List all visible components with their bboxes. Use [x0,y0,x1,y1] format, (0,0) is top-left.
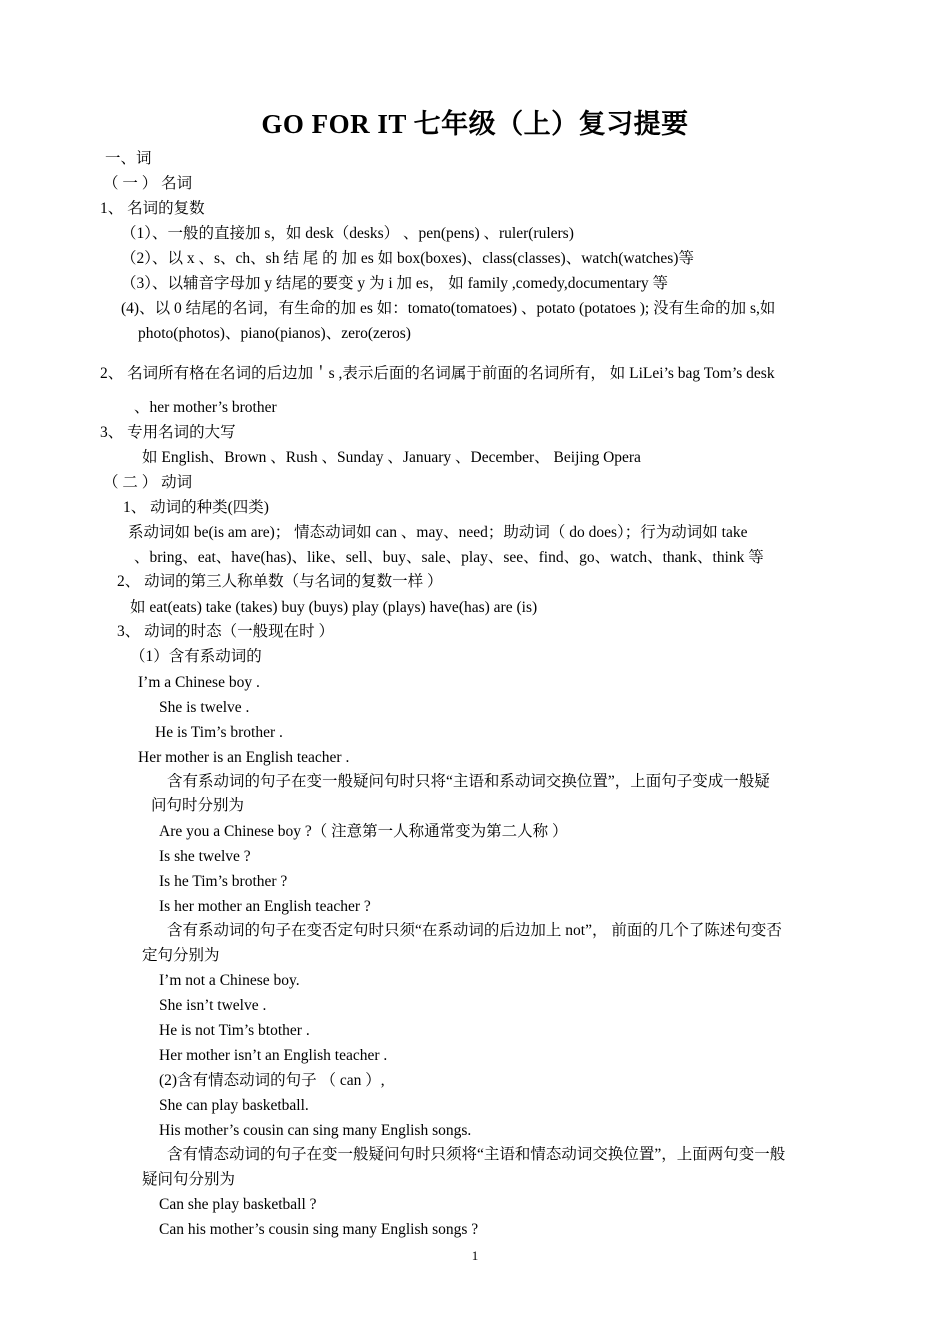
heading-words: 一、词 [105,150,152,167]
heading-third-person: 2、 动词的第三人称单数（与名词的复数一样 ） [117,573,443,590]
proper-nouns-examples: 如 English、Brown 、Rush 、Sunday 、January 、December、 Beijing Opera [142,449,641,466]
example-sentence: Can his mother’s cousin sing many English songs ? [159,1221,479,1238]
subheading-linking-verb: （1）含有系动词的 [130,648,262,665]
heading-nouns: （ 一 ） 名词 [103,175,193,192]
example-sentence: Can she play basketball ? [159,1196,317,1213]
explanation-paragraph-cont: 问句时分别为 [151,797,245,814]
heading-possessive: 2、 名词所有格在名词的后边加＇s ,表示后面的名词属于前面的名词所有， 如 LiLei’s bag Tom’s desk [100,365,775,382]
plural-rule-4: (4)、以 0 结尾的名词，有生命的加 es 如：tomato(tomatoes) 、potato (potatoes ); 没有生命的加 s,如 [121,300,776,317]
explanation-paragraph: 含有情态动词的句子在变一般疑问句时只须将“主语和情态动词交换位置”，上面两句变一般 [167,1146,786,1163]
example-sentence: She is twelve . [159,699,250,716]
example-sentence: She isn’t twelve . [159,997,267,1014]
explanation-paragraph: 含有系动词的句子在变一般疑问句时只将“主语和系动词交换位置”，上面句子变成一般疑 [167,773,770,790]
example-sentence: I’m not a Chinese boy. [159,972,300,989]
example-sentence: I’m a Chinese boy . [138,674,260,691]
subheading-modal-verb: (2)含有情态动词的句子 （ can ）, [159,1072,385,1089]
heading-noun-plural: 1、 名词的复数 [100,200,205,217]
example-sentence: He is Tim’s brother . [155,724,283,741]
explanation-paragraph-cont: 疑问句分别为 [142,1171,236,1188]
explanation-paragraph-cont: 定句分别为 [142,947,220,964]
plural-rule-3: （3）、以辅音字母加 y 结尾的要变 y 为 i 加 es， 如 family ,comedy,documentary 等 [121,275,669,292]
document-title: GO FOR IT 七年级（上）复习提要 [261,109,689,139]
plural-rule-1: （1）、一般的直接加 s，如 desk（desks） 、pen(pens) 、ruler(rulers) [121,225,574,242]
example-sentence: Is her mother an English teacher ? [159,898,371,915]
page-number: 1 [471,1248,479,1263]
example-sentence: His mother’s cousin can sing many English songs. [159,1122,472,1139]
plural-rule-2: （2）、以 x 、s、ch、sh 结 尾 的 加 es 如 box(boxes)、class(classes)、watch(watches)等 [121,250,694,267]
third-person-examples: 如 eat(eats) take (takes) buy (buys) play (plays) have(has) are (is) [130,599,538,616]
heading-proper-nouns: 3、 专用名词的大写 [100,424,236,441]
heading-verbs: （ 二 ） 动词 [103,474,193,491]
example-sentence: Her mother isn’t an English teacher . [159,1047,388,1064]
example-sentence: Her mother is an English teacher . [138,749,350,766]
possessive-cont: 、her mother’s brother [134,399,277,416]
explanation-paragraph: 含有系动词的句子在变否定句时只须“在系动词的后边加上 not”， 前面的几个了陈述句变否 [167,922,782,939]
heading-verb-types: 1、 动词的种类(四类) [123,499,269,516]
verb-types-line: 系动词如 be(is am are)； 情态动词如 can 、may、need；助动词（ do does）；行为动词如 take [128,524,748,541]
example-sentence: He is not Tim’s btother . [159,1022,310,1039]
example-sentence: She can play basketball. [159,1097,309,1114]
plural-rule-4-cont: photo(photos)、piano(pianos)、zero(zeros) [138,325,411,342]
heading-verb-tense: 3、 动词的时态（一般现在时 ） [117,623,335,640]
verb-types-line-cont: 、bring、eat、have(has)、like、sell、buy、sale、play、see、find、go、watch、thank、think 等 [134,549,764,566]
example-sentence: Is he Tim’s brother ? [159,873,288,890]
example-sentence: Is she twelve ? [159,848,251,865]
example-sentence: Are you a Chinese boy ?（ 注意第一人称通常变为第二人称 ） [159,823,568,840]
